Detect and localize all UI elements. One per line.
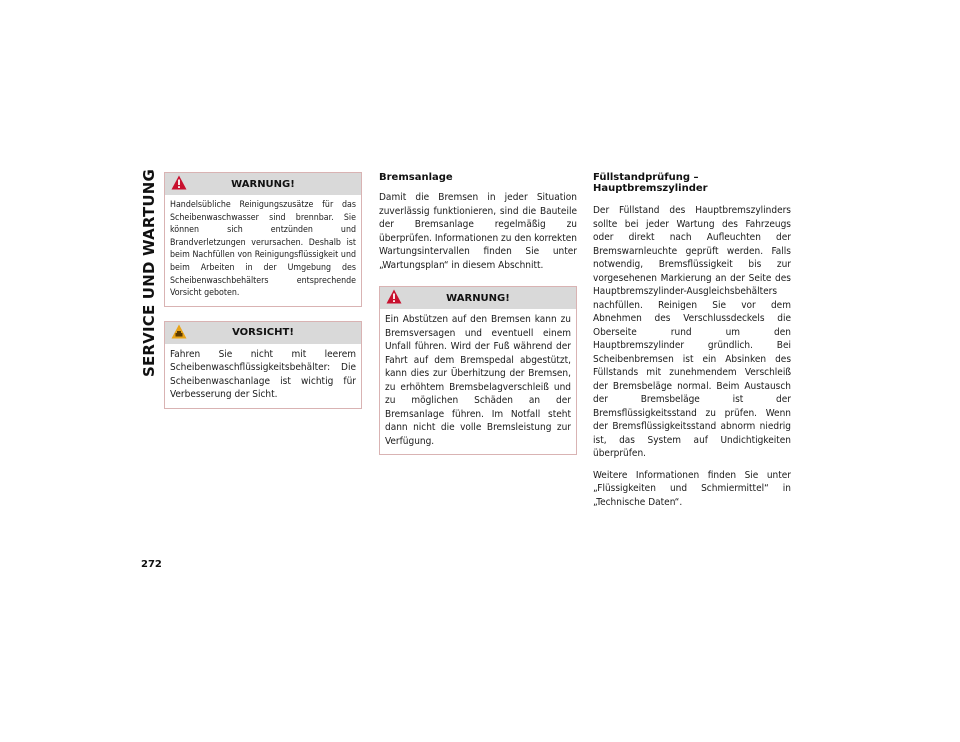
caution-box-text: Fahren Sie nicht mit leerem Scheibenwaschflüssigkeitsbehälter: Die Scheibenwaschanlage ist wichtig für Verbesserung der Sicht. [170, 348, 356, 401]
warning-box-title: WARNUNG! [231, 178, 295, 190]
section-heading-brakes: Bremsanlage [379, 172, 453, 183]
warning-box-washer-fluid [164, 172, 362, 307]
warning-box-header [380, 287, 576, 309]
warning-triangle-icon [171, 175, 187, 190]
warning-box-text: Handelsübliche Reinigungszusätze für das Scheibenwaschwasser sind brennbar. Sie können sich entzünden und Brandverletzungen verursachen. Deshalb ist beim Nachfüllen von Reinigungsflüssigkeit und beim Arbeiten in der Umgebung des Scheibenwaschbehälters entsprechende Vorsicht geboten. [170, 200, 356, 299]
caution-box-title: VORSICHT! [232, 327, 294, 339]
brakes-paragraph: Damit die Bremsen in jeder Situation zuverlässig funktionieren, sind die Bauteile der Bremsanlage regelmäßig zu überprüfen. Informationen zu den korrekten Wartungsintervallen finden Sie unter „Wartungsplan“ in diesem Abschnitt. [379, 192, 577, 271]
caution-box-header [165, 322, 361, 344]
section-heading-master-cylinder: Füllstandprüfung – Hauptbremszylinder [593, 172, 708, 194]
caution-box-washer-fluid [164, 321, 362, 409]
warning-box-brakes [379, 286, 577, 455]
column-right [593, 172, 791, 517]
further-info-paragraph: Weitere Informationen finden Sie unter „Flüssigkeiten und Schmiermittel“ in „Technische Daten“. [593, 469, 791, 508]
page-number: 272 [141, 559, 162, 570]
warning-triangle-icon [386, 289, 402, 304]
warning-box-text: Ein Abstützen auf den Bremsen kann zu Bremsversagen und eventuell einem Unfall führen. Wird der Fuß während der Fahrt auf dem Bremspedal abgestützt, kann dies zur Überhitzung der Bremsen, zu erhöhtem Bremsbelagverschleiß und zu möglichen Schäden an der Bremsanlage führen. Im Notfall steht dann nicht die volle Bremsleistung zur Verfügung. [385, 314, 571, 447]
master-cylinder-paragraph: Der Füllstand des Hauptbremszylinders sollte bei jeder Wartung des Fahrzeugs oder direkt nach Aufleuchten der Bremswarnleuchte geprüft werden. Falls notwendig, Bremsflüssigkeit bis zur vorgesehenen Markierung an der Seite des Hauptbremszylinder-Ausgleichsbehälters nachfüllen. Reinigen Sie vor dem Abnehmen des Verschlussdeckels die Oberseite rund um den Hauptbremszylinder gründlich. Bei Scheibenbremsen ist ein Absinken des Füllstands mit zunehmendem Verschleiß der Bremsbeläge normal. Beim Austausch der Bremsbeläge ist der Bremsflüssigkeitsstand zu prüfen. Wenn der Bremsflüssigkeitsstand abnorm niedrig ist, das System auf Undichtigkeiten überprüfen. [593, 205, 791, 459]
column-middle [379, 172, 577, 469]
side-tab-label: SERVICE UND WARTUNG [140, 168, 159, 378]
caution-triangle-icon [171, 324, 187, 339]
column-left [164, 172, 362, 423]
warning-box-title: WARNUNG! [446, 292, 510, 304]
warning-box-header [165, 173, 361, 195]
side-tab [138, 168, 160, 378]
